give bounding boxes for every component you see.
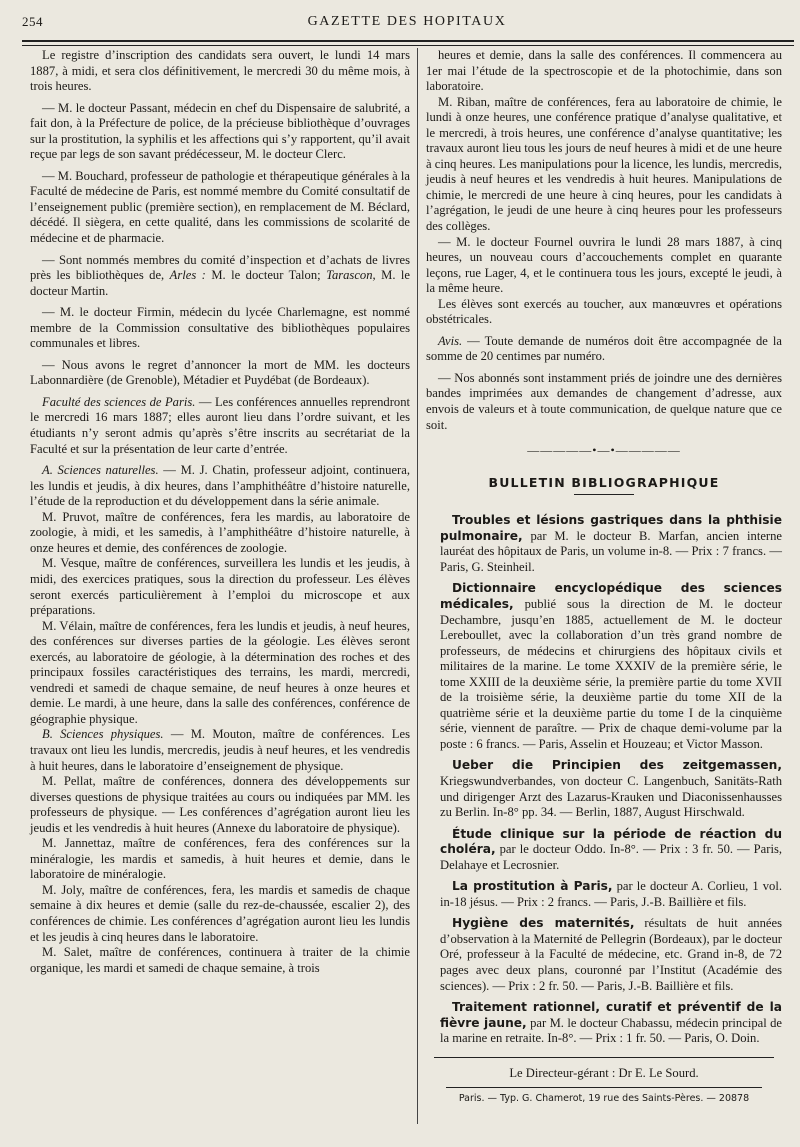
- bulletin-heading: BULLETIN BIBLIOGRAPHIQUE: [488, 474, 720, 490]
- right-column: [426, 48, 782, 1107]
- paragraph: — Nous avons le regret d’annoncer la mort de MM. les docteurs Labonnardière (de Grenoble), Métadier et Puydébat (de Bordeaux).: [30, 357, 410, 388]
- section-label: B. Sciences physiques.: [42, 727, 164, 742]
- paragraph: M. Salet, maître de conférences, continuera à traiter de la chimie organique, les mardi et samedi de chaque semaine, à trois: [30, 945, 410, 975]
- bibliography-entry: [426, 513, 782, 575]
- paragraph: — Sont nommés membres du comité d’inspection et d’achats de livres près les bibliothèques de, Arles : M. le docteur Talon; Tarascon, M. le docteur Martin.: [30, 252, 411, 298]
- publisher-signature: Le Directeur-gérant : Dr E. Le Sourd.: [509, 1065, 699, 1080]
- entry-title: Ueber die Principien des zeitgemassen,: [452, 758, 782, 773]
- page-header: [22, 14, 792, 36]
- entry-text: publié sous la direction de M. le docteur Dechambre, jusqu’en 1885, actuellement de M. le docteur Lereboullet, avec la collaboration d’un très grand nombre de professeurs, de médecins et chirurgiens des hôpitaux civils et militaires de la marine. Le tome XXXIV de la première série, le tome XXIII de la deuxième série, la première partie du tome XVII de la troisième série, la deuxième partie du tome XII de la quatrième série et la deuxième partie du tome I de la cinquième série, viennent de paraître. — Prix de chaque demi-volume par la poste : 6 francs. — Paris, Asselin et Houzeau; et Victor Masson.: [440, 596, 782, 751]
- paragraph: — Nos abonnés sont instamment priés de joindre une des dernières bandes imprimées aux demandes de changement d’adresse, aux envois de valeurs et à toute communication, de quelque nature que ce soit.: [426, 370, 782, 432]
- entry-title: Étude clinique sur la période de réaction du choléra,: [440, 826, 782, 857]
- column-divider: [417, 48, 418, 1124]
- section-label: Faculté des sciences de Paris.: [42, 394, 196, 409]
- paragraph: — M. le docteur Fournel ouvrira le lundi 28 mars 1887, à cinq heures, un nouveau cours d’accouchements complet en quarante leçons, rue Lager, 4, et le continuera tous les jours, excepté le jeudi, à la même heure.: [426, 234, 782, 296]
- bibliography-entry: [426, 916, 782, 994]
- paragraph: Les élèves sont exercés au toucher, aux manœuvres et opérations obstétricales.: [426, 296, 782, 327]
- entry-text: par le docteur Oddo. In-8°. — Prix : 3 fr. 50. — Paris, Delahaye et Lecrosnier.: [440, 842, 782, 872]
- end-rule: [434, 1057, 774, 1058]
- entry-text: par le docteur A. Corlieu, 1 vol. in-18 jésus. — Prix : 2 francs. — Paris, J.-B. Baillière et fils.: [440, 879, 782, 909]
- paragraph: M. Pruvot, maître de conférences, fera les mardis, au laboratoire de zoologie, à midi, et les samedis, à l’amphithéâtre d’histoire naturelle, à onze heures et demie, des conférences de zoologie.: [30, 509, 410, 555]
- bibliography-entry: [426, 827, 782, 874]
- paragraph: heures et demie, dans la salle des conférences. Il commencera au 1er mai l’étude de la spectroscopie et de la photochimie, dans son laboratoire.: [426, 48, 782, 94]
- city-name: Arles :: [169, 268, 206, 283]
- paragraph: M. Vesque, maître de conférences, surveillera les lundis et les jeudis, à midi, des exercices pratiques, sous la direction du professeur. Les élèves seront exercés particulièrement à l’emploi du microscope et aux préparations.: [30, 556, 410, 618]
- paragraph: A. Sciences naturelles. — M. J. Chatin, professeur adjoint, continuera, les lundis et jeudis, à dix heures, dans l’amphithéâtre d’histoire naturelle, l’étude de la reproduction et du développement dans la série animale.: [30, 463, 410, 509]
- section-label: A. Sciences naturelles.: [42, 463, 159, 478]
- bibliography-entry: [426, 581, 782, 752]
- bibliography-list: [426, 513, 782, 1047]
- printer-imprint: Paris. — Typ. G. Chamerot, 19 rue des Saints-Pères. — 20878: [458, 1093, 750, 1105]
- section-label: Avis.: [438, 333, 463, 348]
- paragraph: Le registre d’inscription des candidats sera ouvert, le lundi 14 mars 1887, à midi, et sera clos définitivement, le mercredi 30 du même mois, à trois heures.: [30, 48, 410, 94]
- paragraph: M. Riban, maître de conférences, fera au laboratoire de chimie, le lundi à onze heures, une conférence pratique d’analyse qualitative, et le mercredi, à trois heures, une conférence d’analyse quantitative; les travaux auront lieu tous les jours de neuf heures à midi et de une heure à cinq heures. Les manipulations pour la licence, les lundis, mercredis, jeudis à neuf heures et les vendredis à huit heures. Manipulations de chimie, le mercredi de une heure à cinq heures, pour les candidats à l’agrégation, le jeudi de une heure à cinq heures pour les professeurs des collèges.: [426, 94, 783, 234]
- entry-title: Traitement rationnel, curatif et préventif de la fièvre jaune,: [440, 1000, 782, 1030]
- page-number: 254: [22, 14, 43, 29]
- bibliography-entry: [426, 879, 782, 910]
- entry-text: résultats de huit années d’observation à la Maternité de Pellegrin (Bordeaux), par le docteur Oré, professeur à la Faculté de médecine, etc. Grand in-8, de 72 pages avec deux plans, couronné par l’Institut (Académie des sciences). — Prix : 2 fr. 50. — Paris, J.-B. Baillière et fils.: [440, 916, 782, 993]
- paragraph: — M. Bouchard, professeur de pathologie et thérapeutique générales à la Faculté de médecine de Paris, est nommé membre du Comité consultatif de l’enseignement public (première section), en remplacement de M. Béclard, décédé. Il siègera, en cette qualité, dans les commissions de scolarité de médecine et de pharmacie.: [30, 168, 410, 246]
- paragraph: B. Sciences physiques. — M. Mouton, maître de conférences. Les travaux ont lieu les lundis, mercredis, jeudis à neuf heures, et les vendredis à huit heures, dans le laboratoire d’enseignement de physique.: [30, 727, 410, 773]
- entry-text: Kriegswundverbandes, von docteur C. Langenbuch, Sanitäts-Rath und dirigenger Arzt des Lazarus-Krauken und Diaconissenhausses zu Berlin. In-8° pp. 34. — Berlin, 1887, August Hirschwald.: [440, 773, 782, 820]
- paragraph: Faculté des sciences de Paris. — Les conférences annuelles reprendront le mercredi 16 mars 1887; elles auront lieu dans l’ordre suivant, et les étudiants n’y seront admis qu’après s’être inscrits au secrétariat de la Faculté et sur la présentation de leur carte d’entrée.: [30, 394, 410, 456]
- imprint-rule: [446, 1087, 762, 1088]
- left-column: [30, 48, 410, 976]
- paragraph: M. Pellat, maître de conférences, donnera des développements sur diverses questions de physique traitées au cours ou indiquées par MM. les professeurs de physique. — Les conférences d’agrégation auront lieu les jeudis et les vendredis à huit heures (Annexe du laboratoire de physique).: [30, 774, 410, 835]
- bibliography-entry: [426, 1000, 782, 1047]
- paragraph: M. Joly, maître de conférences, fera, les mardis et samedis de chaque semaine à dix heures et demie (salle du rez-de-chaussée, escalier 2), des conférences de chimie. Les conférences d’agrégation auront lieu les lundis et les jeudis à cinq heures dans le laboratoire.: [30, 882, 410, 944]
- paragraph: M. Jannettaz, maître de conférences, fera des conférences sur la minéralogie, les mardis et samedis, à huit heures et demie, dans le laboratoire de minéralogie.: [30, 836, 410, 882]
- entry-title: La prostitution à Paris,: [452, 879, 613, 894]
- paragraph: — M. le docteur Firmin, médecin du lycée Charlemagne, est nommé membre de la Commission consultative des bibliothèques populaires communales et libres.: [30, 305, 410, 351]
- running-title: GAZETTE DES HOPITAUX: [307, 14, 507, 29]
- heading-underline: [574, 494, 634, 495]
- entry-text: par M. le docteur B. Marfan, ancien interne lauréat des hôpitaux de Paris, un volume in-8. — Prix : 7 francs. — Paris, G. Steinheil.: [440, 528, 782, 574]
- city-name: Tarascon,: [326, 268, 376, 283]
- ornamental-rule: —————•—•—————: [527, 443, 681, 458]
- entry-title: Hygiène des maternités,: [452, 916, 635, 931]
- paragraph: M. Vélain, maître de conférences, fera les lundis et jeudis, à neuf heures, des conférences sur diverses parties de la géologie. Les élèves seront exercés, au laboratoire de géologie, à la détermination des roches et des principaux fossiles caractéristiques des terrains, les mardi, mercredi, vendredi et samedi de chaque semaine, de neuf heures à onze heures et demie. Le mardi, à une heure, dans la salle des conférences, conférence de géographie physique.: [30, 618, 410, 726]
- paragraph: — M. le docteur Passant, médecin en chef du Dispensaire de salubrité, a fait don, à la Préfecture de police, de la précieuse bibliothèque d’ouvrages sur la prostitution, la syphilis et les affections qui s’y rapportent, qu’il avait reçue par legs de son savant prédécesseur, M. le docteur Clerc.: [30, 100, 410, 162]
- entry-title: Dictionnaire encyclopédique des sciences médicales,: [440, 581, 782, 611]
- entry-text: par M. le docteur Chabassu, médecin principal de la marine en retraite. In-8°. — Prix : 1 fr. 50. — Paris, O. Doin.: [440, 1015, 782, 1046]
- header-rule: [22, 40, 794, 46]
- bibliography-entry: [426, 758, 782, 820]
- entry-title: Troubles et lésions gastriques dans la phthisie pulmonaire,: [440, 513, 782, 543]
- paragraph: Avis. — Toute demande de numéros doit être accompagnée de la somme de 20 centimes par numéro.: [426, 333, 782, 364]
